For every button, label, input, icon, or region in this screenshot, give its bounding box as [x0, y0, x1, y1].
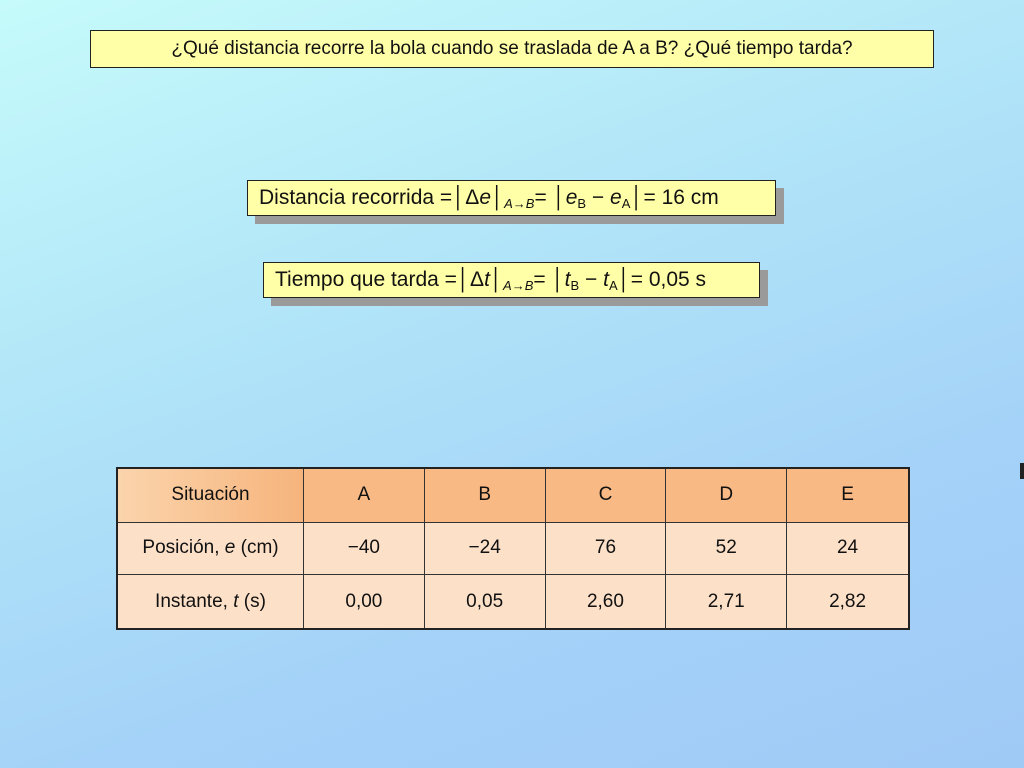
time-cell-a: 0,00	[304, 575, 425, 629]
time-cell-e: 2,82	[787, 575, 909, 629]
data-table	[116, 467, 910, 630]
time-cell-b: 0,05	[424, 575, 545, 629]
question-text: ¿Qué distancia recorre la bola cuando se traslada de A a B? ¿Qué tiempo tarda?	[171, 38, 853, 59]
subscript-ab: A→B	[504, 196, 535, 211]
var-b: t	[564, 268, 571, 291]
var-a: e	[610, 186, 622, 209]
var-a: t	[603, 268, 609, 291]
time-variable: t	[484, 268, 490, 291]
distance-result: = 16 cm	[643, 186, 719, 209]
position-cell-a: −40	[304, 522, 425, 575]
header-cell-situacion: Situación	[117, 468, 304, 522]
time-cell-c: 2,60	[545, 575, 666, 629]
var-b: e	[565, 186, 578, 209]
time-row-label: Instante, t (s)	[117, 575, 304, 629]
minus-sign: −	[584, 268, 598, 291]
distance-variable: e	[479, 186, 492, 209]
minus-sign: −	[591, 186, 605, 209]
header-cell-e: E	[787, 468, 909, 522]
position-cell-e: 24	[787, 522, 909, 575]
delta-symbol: Δ	[470, 268, 485, 291]
position-row	[117, 522, 909, 575]
time-label: Tiempo que tarda =	[275, 268, 457, 291]
header-cell-c: C	[545, 468, 666, 522]
distance-label: Distancia recorrida =	[259, 186, 453, 209]
subscript-b: B	[570, 278, 580, 293]
subscript-b: B	[577, 196, 587, 211]
question-box	[90, 30, 934, 68]
header-row	[117, 468, 909, 522]
position-row-label: Posición, e (cm)	[117, 522, 304, 575]
header-cell-a: A	[304, 468, 425, 522]
header-cell-d: D	[666, 468, 787, 522]
subscript-a: A	[621, 196, 631, 211]
position-cell-d: 52	[666, 522, 787, 575]
header-cell-b: B	[424, 468, 545, 522]
equals-sign: =	[534, 186, 547, 209]
equals-sign: =	[533, 268, 546, 291]
position-cell-c: 76	[545, 522, 666, 575]
time-cell-d: 2,71	[666, 575, 787, 629]
time-row	[117, 575, 909, 629]
subscript-a: A	[608, 278, 618, 293]
time-result: = 0,05 s	[630, 268, 707, 291]
position-cell-b: −24	[424, 522, 545, 575]
edge-marker	[1020, 463, 1024, 479]
delta-symbol: Δ	[465, 186, 480, 209]
distance-formula-box: Distancia recorrida $=│\Delta e│_{A\to B}=$ $│e_B$ − $e_A│= 16$ cm	[247, 180, 776, 216]
time-formula-box: Tiempo que tarda $=│\Delta t│_{A\to B}=$ $│t_B$ − $t_A│= 0,05$ s	[263, 262, 760, 298]
subscript-ab: A→B	[503, 278, 534, 293]
